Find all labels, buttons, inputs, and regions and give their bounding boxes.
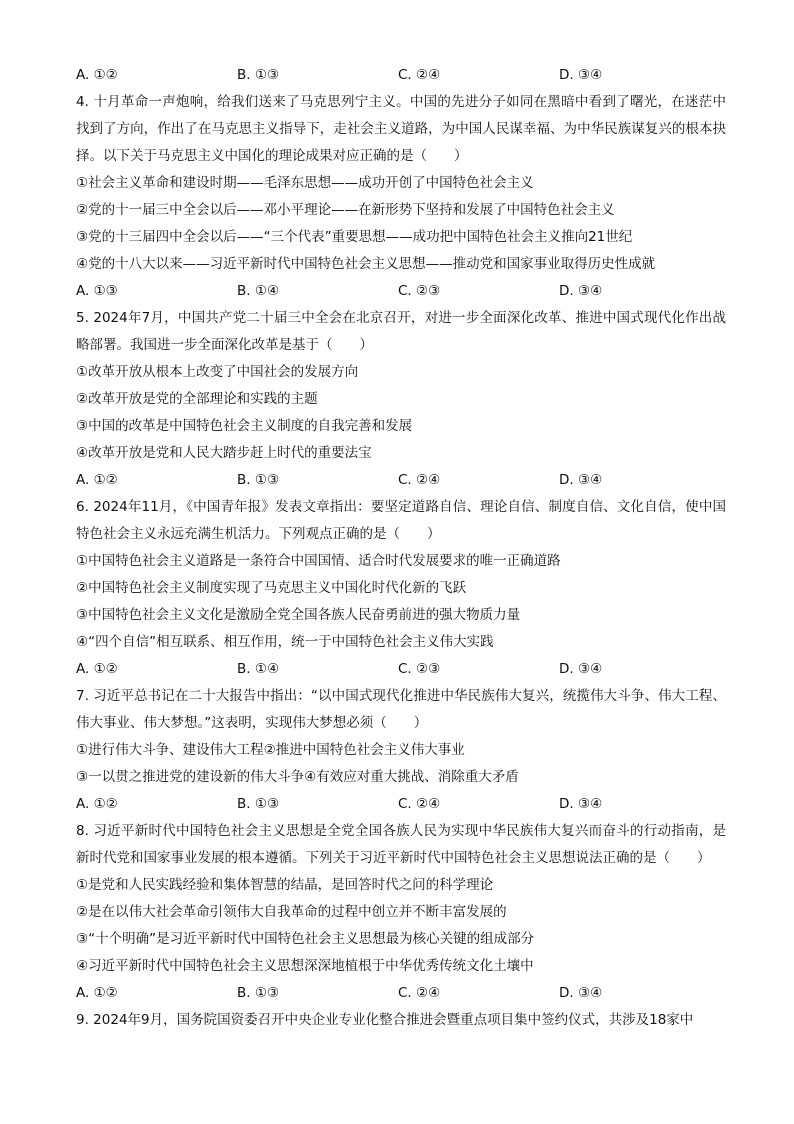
answer-options: [76, 791, 726, 818]
statement: ③一以贯之推进党的建设新的伟大斗争④有效应对重大挑战、消除重大矛盾: [76, 769, 519, 785]
answer-options: [76, 980, 726, 1007]
statement: ③中国特色社会主义文化是激励全党全国各族人民奋勇前进的强大物质力量: [76, 607, 521, 623]
option-b: B. ①④: [237, 283, 280, 299]
statement: ④改革开放是党和人民大踏步赶上时代的重要法宝: [76, 445, 372, 461]
statement: ②中国特色社会主义制度实现了马克思主义中国化时代化新的飞跃: [76, 580, 467, 596]
question-stem: 6. 2024年11月，《中国青年报》发表文章指出：要坚定道路自信、理论自信、制度自信、文化自信，使中国特色社会主义永远充满生机活力。下列观点正确的是（ ）: [76, 499, 726, 542]
option-a: A. ①②: [76, 796, 118, 812]
q3-options: [76, 62, 726, 89]
option-d: D. ③④: [559, 472, 603, 488]
answer-options: [76, 656, 726, 683]
statement: ①是党和人民实践经验和集体智慧的结晶，是回答时代之问的科学理论: [76, 877, 494, 893]
option-d: D. ③④: [559, 661, 603, 677]
question-7: [76, 683, 726, 818]
answer-options: [76, 467, 726, 494]
option-d: D. ③④: [559, 796, 603, 812]
statement: ①进行伟大斗争、建设伟大工程②推进中国特色社会主义伟大事业: [76, 742, 465, 758]
statement: ③中国的改革是中国特色社会主义制度的自我完善和发展: [76, 418, 413, 434]
question-stem: 5. 2024年7月，中国共产党二十届三中全会在北京召开，对进一步全面深化改革、推进中国式现代化作出战略部署。我国进一步全面深化改革是基于（ ）: [76, 310, 726, 353]
question-stem: 9. 2024年9月，国务院国资委召开中央企业专业化整合推进会暨重点项目集中签约仪式，共涉及18家中: [76, 1012, 694, 1028]
question-9: [76, 1007, 726, 1034]
question-8: [76, 818, 726, 1007]
option-a: A. ①②: [76, 985, 118, 1001]
option-b: B. ①③: [237, 472, 280, 488]
statement: ③“十个明确”是习近平新时代中国特色社会主义思想最为核心关键的组成部分: [76, 931, 535, 947]
option-c: C. ②④: [398, 67, 441, 83]
option-b: B. ①④: [237, 661, 280, 677]
option-d: D. ③④: [559, 283, 603, 299]
option-a: A. ①②: [76, 472, 118, 488]
statement: ①中国特色社会主义道路是一条符合中国国情、适合时代发展要求的唯一正确道路: [76, 553, 561, 569]
option-c: C. ②③: [398, 283, 441, 299]
statement: ①改革开放从根本上改变了中国社会的发展方向: [76, 364, 359, 380]
option-b: B. ①③: [237, 796, 280, 812]
question-stem: 7. 习近平总书记在二十大报告中指出：“以中国式现代化推进中华民族伟大复兴，统揽伟大斗争、伟大工程、伟大事业、伟大梦想。”这表明，实现伟大梦想必须（ ）: [76, 688, 726, 731]
questions: [76, 62, 726, 1034]
option-b: B. ①③: [237, 67, 280, 83]
statement: ①社会主义革命和建设时期——毛泽东思想——成功开创了中国特色社会主义: [76, 175, 534, 191]
statement: ④“四个自信”相互联系、相互作用，统一于中国特色社会主义伟大实践: [76, 634, 494, 650]
question-5: [76, 305, 726, 494]
statement: ④习近平新时代中国特色社会主义思想深深地植根于中华优秀传统文化土壤中: [76, 958, 534, 974]
question-4: [76, 89, 726, 305]
option-c: C. ②④: [398, 985, 441, 1001]
statement: ④党的十八大以来——习近平新时代中国特色社会主义思想——推动党和国家事业取得历史性成就: [76, 256, 656, 272]
option-a: A. ①②: [76, 661, 118, 677]
question-stem: 8. 习近平新时代中国特色社会主义思想是全党全国各族人民为实现中华民族伟大复兴而奋斗的行动指南，是新时代党和国家事业发展的根本遵循。下列关于习近平新时代中国特色社会主义思想说法正确的是（ ）: [76, 823, 726, 866]
answer-options: [76, 278, 726, 305]
statement: ②是在以伟大社会革命引领伟大自我革命的过程中创立并不断丰富发展的: [76, 904, 507, 920]
question-stem: 4. 十月革命一声炮响，给我们送来了马克思列宁主义。中国的先进分子如同在黑暗中看到了曙光，在迷茫中找到了方向，作出了在马克思主义指导下，走社会主义道路，为中国人民谋幸福、为中华民族谋复兴的根本抉择。以下关于马克思主义中国化的理论成果对应正确的是（ ）: [76, 94, 726, 164]
option-c: C. ②④: [398, 472, 441, 488]
statement: ③党的十三届四中全会以后——“三个代表”重要思想——成功把中国特色社会主义推向21世纪: [76, 229, 633, 245]
option-d: D. ③④: [559, 985, 603, 1001]
statement: ②党的十一届三中全会以后——邓小平理论——在新形势下坚持和发展了中国特色社会主义: [76, 202, 615, 218]
question-6: [76, 494, 726, 683]
option-c: C. ②④: [398, 796, 441, 812]
statement: ②改革开放是党的全部理论和实践的主题: [76, 391, 318, 407]
option-a: A. ①③: [76, 283, 118, 299]
option-b: B. ①③: [237, 985, 280, 1001]
option-c: C. ②③: [398, 661, 441, 677]
option-d: D. ③④: [559, 67, 603, 83]
option-a: A. ①②: [76, 67, 118, 83]
